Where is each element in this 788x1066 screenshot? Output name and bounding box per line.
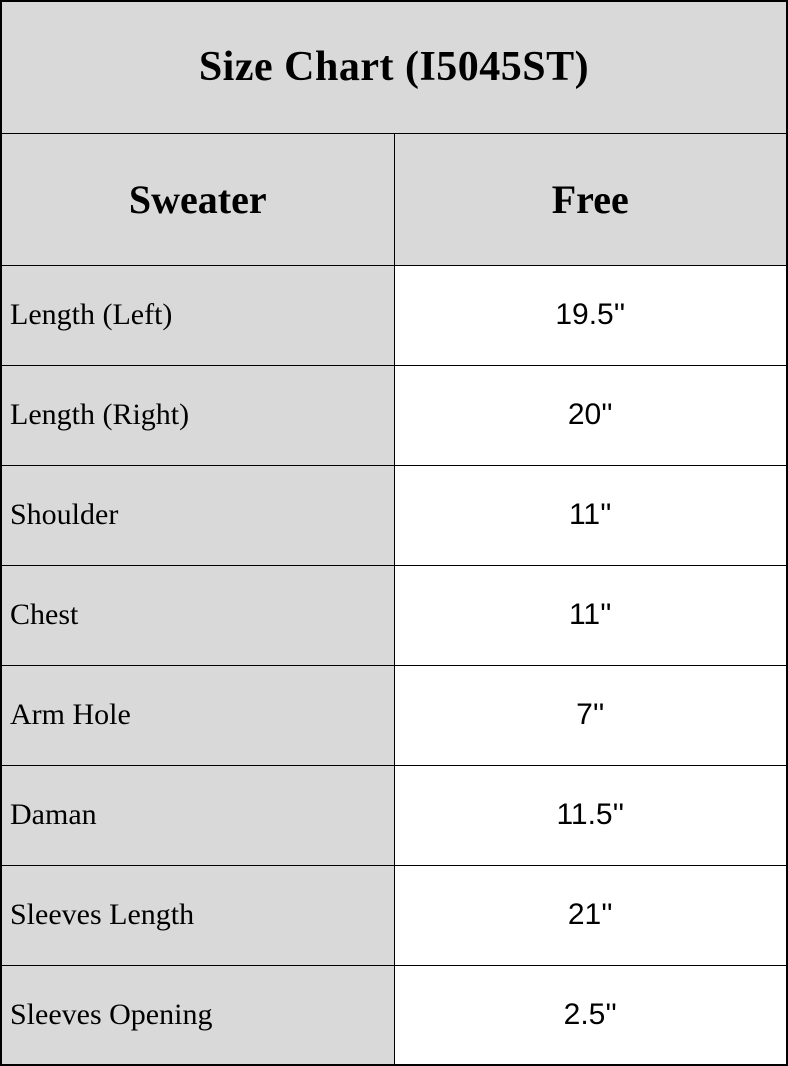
measurement-value: 2.5'': [394, 965, 787, 1065]
measurement-label: Length (Right): [1, 365, 394, 465]
measurement-label: Arm Hole: [1, 665, 394, 765]
size-chart-title: Size Chart (I5045ST): [1, 1, 787, 133]
table-row: [1, 665, 787, 765]
measurement-value: 11'': [394, 465, 787, 565]
table-row: [1, 365, 787, 465]
table-row: [1, 965, 787, 1065]
measurement-value: 19.5'': [394, 265, 787, 365]
table-row: [1, 265, 787, 365]
measurement-label: Sleeves Opening: [1, 965, 394, 1065]
table-row: [1, 765, 787, 865]
measurement-label: Sleeves Length: [1, 865, 394, 965]
measurement-label: Shoulder: [1, 465, 394, 565]
measurement-label: Length (Left): [1, 265, 394, 365]
size-chart-body: [1, 265, 787, 1065]
column-header-sweater: Sweater: [1, 133, 394, 265]
table-row: [1, 465, 787, 565]
measurement-label: Chest: [1, 565, 394, 665]
measurement-value: 7'': [394, 665, 787, 765]
measurement-value: 11.5'': [394, 765, 787, 865]
title-row: [1, 1, 787, 133]
column-header-free: Free: [394, 133, 787, 265]
measurement-value: 20'': [394, 365, 787, 465]
table-row: [1, 865, 787, 965]
column-header-row: [1, 133, 787, 265]
table-row: [1, 565, 787, 665]
measurement-label: Daman: [1, 765, 394, 865]
measurement-value: 21'': [394, 865, 787, 965]
measurement-value: 11'': [394, 565, 787, 665]
